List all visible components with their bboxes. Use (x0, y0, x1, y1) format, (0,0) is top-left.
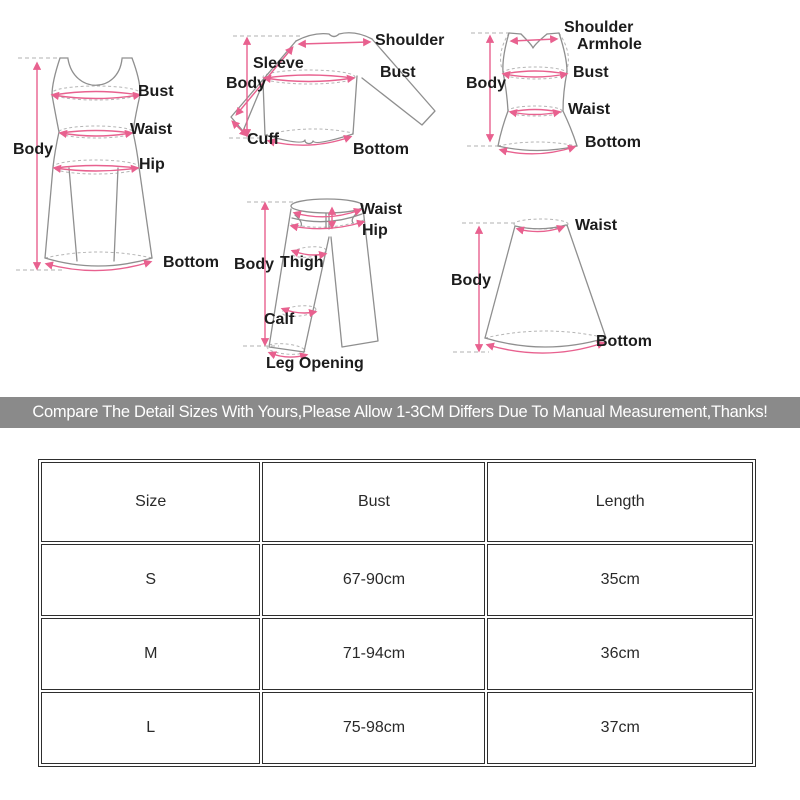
dress-bust-arrow (53, 95, 139, 99)
length-column-header: Length (487, 462, 753, 542)
measurement-notice-banner: Compare The Detail Sizes With Yours,Please Allow 1-3CM Differs Due To Manual Measurement,Thanks! (0, 397, 800, 428)
top-sleeve-label: Sleeve (253, 55, 304, 72)
dress-bust-label: Bust (138, 83, 174, 100)
vest-armhole-label: Armhole (577, 36, 642, 53)
length-cell: 36cm (487, 618, 753, 690)
skirt-body-label: Body (451, 272, 491, 289)
pants-thigh-label: Thigh (280, 254, 324, 271)
skirt-outline (485, 225, 606, 347)
dress-hip-arrow (55, 168, 137, 171)
top-shoulder-label: Shoulder (375, 32, 445, 49)
size-cell: S (41, 544, 260, 616)
skirt-bottom-label: Bottom (596, 333, 652, 350)
garment-measurement-diagrams (0, 0, 800, 392)
top-bust-arrow (265, 78, 353, 82)
pants-hip-label: Hip (362, 222, 388, 239)
length-cell: 35cm (487, 544, 753, 616)
vest-waist-arrow (511, 112, 559, 115)
bust-column-header: Bust (262, 462, 485, 542)
skirt-bottom-arrow (488, 343, 603, 353)
vest-shoulder-arrow (512, 39, 556, 41)
top-shoulder-arrow (300, 42, 369, 44)
size-table (38, 459, 756, 767)
vest-body-label: Body (466, 75, 506, 92)
bust-cell: 71-94cm (262, 618, 485, 690)
skirt-waist-label: Waist (575, 217, 618, 234)
vest-measure-arrows (490, 37, 574, 154)
size-cell: L (41, 692, 260, 764)
dress-bottom-label: Bottom (163, 254, 219, 271)
vest-bust-label: Bust (573, 64, 609, 81)
top-body-label: Body (226, 75, 266, 92)
table-row (41, 692, 753, 764)
bust-cell: 67-90cm (262, 544, 485, 616)
top-bottom-label: Bottom (353, 141, 409, 158)
dress-waist-arrow (61, 133, 131, 136)
vest-bottom-label: Bottom (585, 134, 641, 151)
vest-outline (498, 33, 577, 151)
size-column-header: Size (41, 462, 260, 542)
vest-dashed-guides (498, 33, 577, 146)
top-bust-label: Bust (380, 64, 416, 81)
pants-leg-opening-label: Leg Opening (266, 355, 364, 372)
length-cell: 37cm (487, 692, 753, 764)
pants-dashed-guides (267, 220, 364, 356)
vest-shoulder-label: Shoulder (564, 19, 634, 36)
size-cell: M (41, 618, 260, 690)
bust-cell: 75-98cm (262, 692, 485, 764)
vest-waist-label: Waist (568, 101, 611, 118)
dress-measure-arrows (37, 64, 150, 271)
pants-waist-label: Waist (360, 201, 403, 218)
skirt-dashed-guides (485, 219, 606, 338)
pants-calf-label: Calf (264, 311, 295, 328)
dress-body-label: Body (13, 141, 53, 158)
table-row (41, 544, 753, 616)
dress-hip-label: Hip (139, 156, 165, 173)
dress-diagram (0, 40, 220, 285)
size-table-header-row (41, 462, 753, 542)
table-row (41, 618, 753, 690)
dress-waist-label: Waist (130, 121, 173, 138)
vest-bust-arrow (504, 74, 566, 77)
pants-body-label: Body (234, 256, 274, 273)
top-cuff-label: Cuff (247, 131, 279, 148)
